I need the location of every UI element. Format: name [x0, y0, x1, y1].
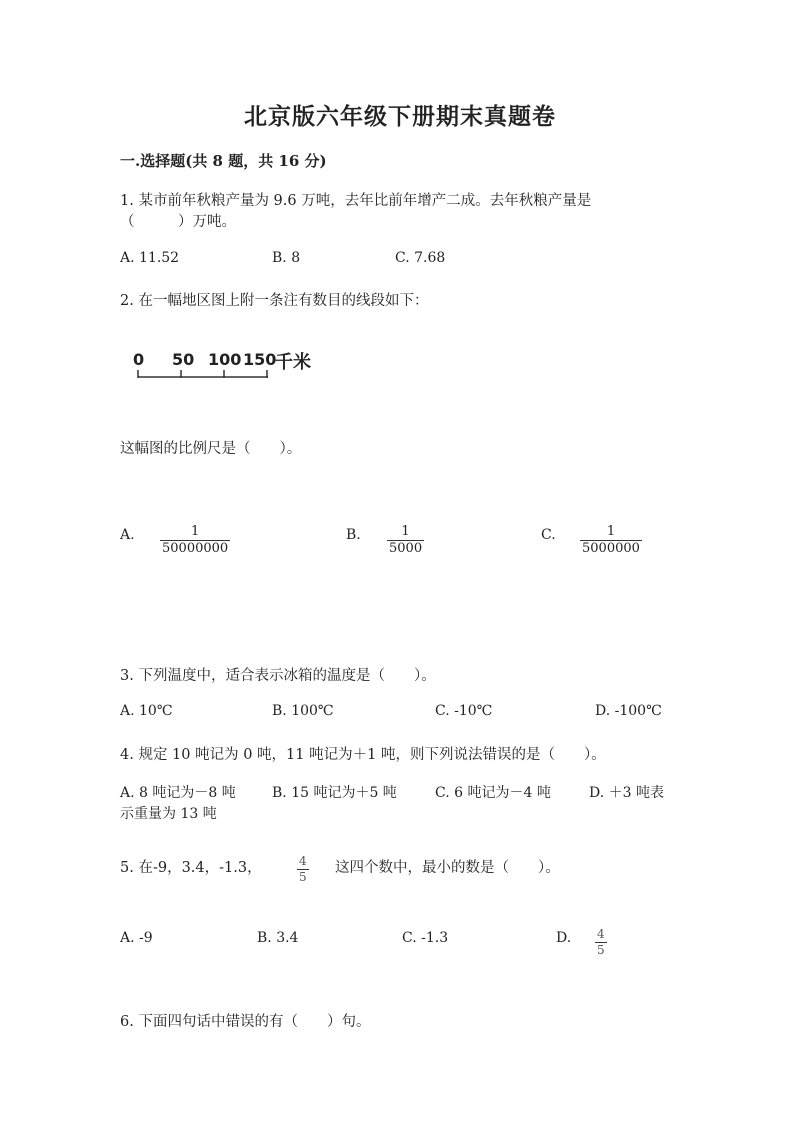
question-4-option-b: B. 15 吨记为＋5 吨	[272, 785, 397, 801]
question-4-option-d-continued: 示重量为 13 吨	[120, 806, 217, 822]
fraction-numerator: 4	[299, 854, 307, 868]
question-5-option-a: A. -9	[120, 930, 153, 946]
question-1-line-1: 1. 某市前年秋粮产量为 9.6 万吨，去年比前年增产二成。去年秋粮产量是	[120, 193, 592, 209]
scale-label-0: 0	[133, 350, 145, 369]
question-3-option-b: B. 100℃	[272, 703, 334, 719]
question-4-option-c: C. 6 吨记为－4 吨	[435, 785, 551, 801]
question-3-stem: 3. 下列温度中，适合表示冰箱的温度是（ ）。	[120, 668, 436, 684]
page-title: 北京版六年级下册期末真题卷	[244, 103, 556, 130]
question-1-option-c: C. 7.68	[395, 250, 446, 266]
question-2-stem: 2. 在一幅地区图上附一条注有数目的线段如下：	[120, 293, 429, 309]
question-6-stem: 6. 下面四句话中错误的有（ ）句。	[120, 1014, 371, 1030]
question-4-stem: 4. 规定 10 吨记为 0 吨，11 吨记为＋1 吨，则下列说法错误的是（ ）。	[120, 747, 606, 763]
fraction-numerator: 1	[401, 524, 410, 539]
question-5-fraction	[297, 850, 309, 885]
question-1-option-b: B. 8	[272, 250, 301, 266]
question-1-option-a: A. 11.52	[120, 250, 180, 266]
fraction-denominator: 5	[299, 870, 307, 884]
question-4-option-a: A. 8 吨记为－8 吨	[120, 785, 236, 801]
question-2-option-b-fraction	[387, 520, 424, 557]
question-2-option-c-label: C.	[541, 527, 556, 543]
fraction-numerator: 1	[190, 524, 200, 539]
question-5-option-d-fraction	[595, 923, 607, 958]
question-4-option-d: D. ＋3 吨表	[589, 785, 664, 801]
scale-label-50: 50	[172, 350, 195, 369]
question-3-option-d: D. -100℃	[595, 703, 662, 719]
question-5-option-c: C. -1.3	[402, 930, 449, 946]
fraction-denominator: 50000000	[162, 541, 229, 556]
question-2-option-a-fraction	[160, 520, 230, 557]
scale-label-150: 150	[243, 350, 277, 369]
fraction-denominator: 5000	[389, 541, 423, 556]
question-5-stem-end: 这四个数中，最小的数是（ ）。	[335, 860, 560, 876]
fraction-denominator: 5000000	[582, 541, 640, 556]
section-heading: 一.选择题(共 8 题，共 16 分)	[120, 152, 327, 170]
fraction-denominator: 5	[597, 943, 605, 957]
fraction-numerator: 1	[606, 524, 616, 539]
scale-label-100: 100	[208, 350, 242, 369]
question-2-option-b-label: B.	[346, 527, 361, 543]
question-5-stem-start: 5. 在-9，3.4，-1.3，	[120, 860, 262, 876]
question-3-option-a: A. 10℃	[120, 703, 173, 719]
question-2-prompt: 这幅图的比例尺是（ ）。	[120, 441, 302, 457]
question-2-option-a-label: A.	[120, 527, 135, 543]
scale-line	[130, 366, 275, 382]
question-5-option-b: B. 3.4	[257, 930, 299, 946]
question-1-line-2: （ ）万吨。	[120, 214, 236, 230]
fraction-numerator: 4	[597, 927, 605, 941]
scale-unit-label: 千米	[275, 352, 311, 373]
question-5-option-d: D.	[556, 930, 572, 946]
question-2-option-c-fraction	[580, 520, 642, 557]
question-3-option-c: C. -10℃	[435, 703, 493, 719]
